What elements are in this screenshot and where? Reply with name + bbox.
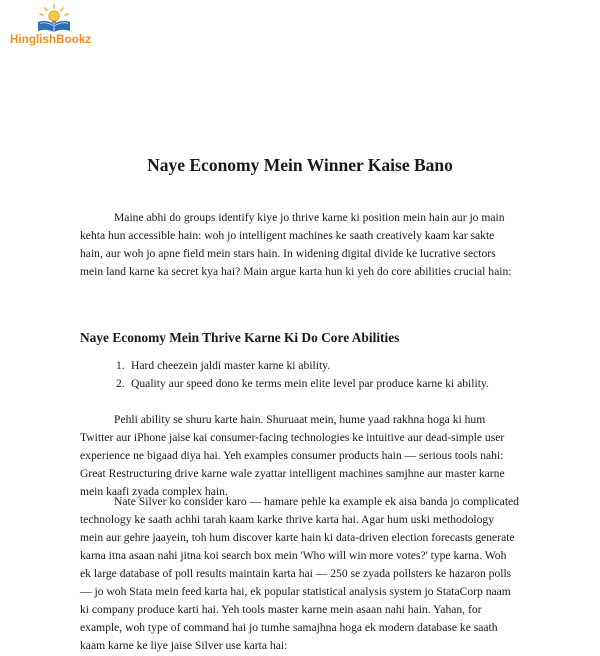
book-bulb-icon	[34, 4, 74, 34]
brand-name-part2: Bookz	[56, 34, 92, 46]
intro-paragraph: Maine abhi do groups identify kiye jo thrive karne ki position mein hain aur jo main kehta hun accessible hain: woh jo intelligent machines ke saath creatively kaam kar sakte hain, aur woh jo apne field mein stars hain. In widening digital divide ke lucrative sectors mein land karne ka secret kya hai? Main argue karta hun ki yeh do core abilities crucial hain:	[80, 211, 512, 278]
section-heading: Naye Economy Mein Thrive Karne Ki Do Core Abilities	[80, 330, 400, 345]
brand-name-part1: Hinglish	[10, 34, 57, 46]
list-item-number: 1.	[116, 359, 125, 372]
page-title: Naye Economy Mein Winner Kaise Bano	[147, 155, 453, 175]
brand-name	[10, 34, 91, 46]
body-paragraph: Pehli ability se shuru karte hain. Shuruaat mein, hume yaad rakhna hoga ki hum Twitter aur iPhone jaise kai consumer-facing technologies ke intuitive aur dead-simple user experience ne bigaad diya hai. Yeh examples consumer products hain — serious tools nahi: Great Restructuring drive karne wale zyattar intelligent machines samjhne aur master karne mein kaafi zyada complex hain.	[80, 413, 505, 498]
abilities-list	[80, 357, 520, 393]
list-item	[80, 375, 520, 393]
brand-logo	[8, 4, 100, 50]
body-paragraph: Nate Silver ko consider karo — hamare pehle ka example ek aisa banda jo complicated technology ke saath achhi tarah kaam karke thrive karta hai. Agar hum uski methodology mein aur gehre jaayein, toh hum discover karte hain ki data-driven election forecasts generate karna itna asaan nahi jitna koi search box mein 'Who will win more votes?' type karna. Woh ek large database of poll results maintain karta hai — 250 se zyada pollsters ke hazaron polls — jo woh Stata mein feed karta hai, ek popular statistical analysis system jo StataCorp naam ki company produce karti hai. Yeh tools master karne mein asaan nahi hain. Yahan, for example, woh type of command hai jo tumhe samajhna hoga ek modern database ke saath kaam karne ke liye jaise Silver use karta hai:	[80, 495, 519, 652]
list-item-text: Quality aur speed dono ke terms mein elite level par produce karne ki ability.	[131, 377, 489, 390]
list-item-text: Hard cheezein jaldi master karne ki ability.	[131, 359, 331, 372]
list-item-number: 2.	[116, 377, 125, 390]
list-item	[80, 357, 520, 375]
